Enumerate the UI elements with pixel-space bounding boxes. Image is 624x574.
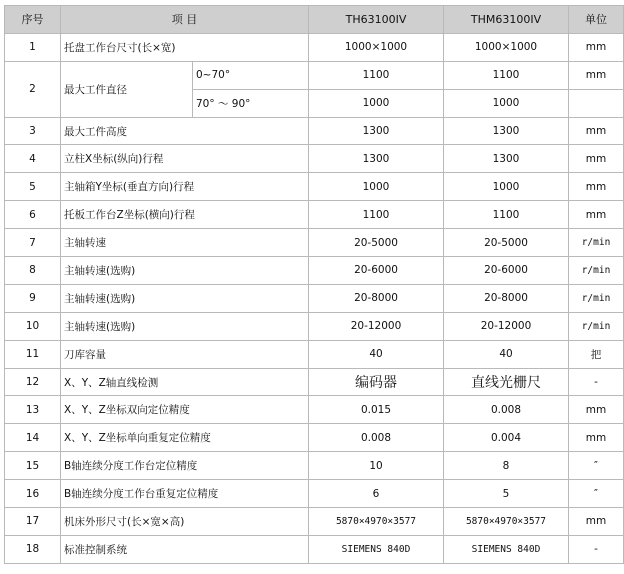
table-row <box>5 424 624 452</box>
row-value-model-1: 10 <box>309 452 444 480</box>
row-unit: mm <box>569 33 624 61</box>
table-row <box>5 201 624 229</box>
header-model-1: TH63100IV <box>309 6 444 34</box>
row-value-model-1: 40 <box>309 340 444 368</box>
row-item: X、Y、Z坐标单向重复定位精度 <box>61 424 309 452</box>
row-item: X、Y、Z轴直线检测 <box>61 368 309 396</box>
table-row <box>5 535 624 563</box>
header-row <box>5 6 624 34</box>
row-item: 主轴箱Y坐标(垂直方向)行程 <box>61 173 309 201</box>
spec-table <box>4 5 624 564</box>
row-item: 主轴转速(选购) <box>61 284 309 312</box>
table-row <box>5 368 624 396</box>
table-row <box>5 396 624 424</box>
table-row <box>5 145 624 173</box>
row-item: 托盘工作台尺寸(长×宽) <box>61 33 309 61</box>
row-item: 托板工作台Z坐标(横向)行程 <box>61 201 309 229</box>
row-value-model-1: 0.015 <box>309 396 444 424</box>
row-value-model-2: 1300 <box>444 117 569 145</box>
table-row <box>5 229 624 257</box>
row-value-model-1: 20-8000 <box>309 284 444 312</box>
row-value-model-2: 40 <box>444 340 569 368</box>
row-unit: mm <box>569 396 624 424</box>
row-value-model-1: 20-12000 <box>309 312 444 340</box>
row-no: 17 <box>5 508 61 536</box>
row-unit: mm <box>569 61 624 89</box>
row-unit: ″ <box>569 480 624 508</box>
row-no: 10 <box>5 312 61 340</box>
row-no: 12 <box>5 368 61 396</box>
row-value-model-2: 5870×4970×3577 <box>444 508 569 536</box>
row-value-model-1: 20-6000 <box>309 257 444 285</box>
table-row <box>5 312 624 340</box>
row-no: 2 <box>5 61 61 117</box>
row-item: 刀库容量 <box>61 340 309 368</box>
row-value-model-1: 20-5000 <box>309 229 444 257</box>
row-unit: - <box>569 535 624 563</box>
row-unit: mm <box>569 508 624 536</box>
row-item: 标准控制系统 <box>61 535 309 563</box>
row-value-model-1: 1300 <box>309 117 444 145</box>
spec-table-container <box>4 5 624 564</box>
row-value-model-2: 0.004 <box>444 424 569 452</box>
row-unit: r/min <box>569 284 624 312</box>
row-no: 9 <box>5 284 61 312</box>
row-item: B轴连续分度工作台定位精度 <box>61 452 309 480</box>
row-no: 13 <box>5 396 61 424</box>
header-model-2: THM63100IV <box>444 6 569 34</box>
row-value-model-2: SIEMENS 840D <box>444 535 569 563</box>
row-value-model-1: 编码器 <box>309 368 444 396</box>
header-item: 项 目 <box>61 6 309 34</box>
row-value-model-1: 1000 <box>309 173 444 201</box>
row-item: B轴连续分度工作台重复定位精度 <box>61 480 309 508</box>
row-item: 最大工件高度 <box>61 117 309 145</box>
row-unit: mm <box>569 173 624 201</box>
row-no: 18 <box>5 535 61 563</box>
row-value-model-2: 直线光栅尺 <box>444 368 569 396</box>
header-unit: 单位 <box>569 6 624 34</box>
row-no: 8 <box>5 257 61 285</box>
row-no: 15 <box>5 452 61 480</box>
row-no: 5 <box>5 173 61 201</box>
row-value-model-2: 20-8000 <box>444 284 569 312</box>
row-value-model-1: 1100 <box>309 201 444 229</box>
row-value-model-2: 20-5000 <box>444 229 569 257</box>
row-no: 7 <box>5 229 61 257</box>
row-unit: mm <box>569 424 624 452</box>
row-value-model-1: 6 <box>309 480 444 508</box>
row-unit: mm <box>569 201 624 229</box>
row-subitem: 0~70° <box>193 61 309 89</box>
row-no: 14 <box>5 424 61 452</box>
row-no: 11 <box>5 340 61 368</box>
row-no: 4 <box>5 145 61 173</box>
table-row <box>5 340 624 368</box>
row-item: 主轴转速(选购) <box>61 312 309 340</box>
table-row <box>5 257 624 285</box>
table-row <box>5 117 624 145</box>
row-value-model-1: 1100 <box>309 61 444 89</box>
row-unit: r/min <box>569 257 624 285</box>
table-row <box>5 452 624 480</box>
row-item: 最大工件直径 <box>61 61 193 117</box>
table-row <box>5 173 624 201</box>
row-unit: - <box>569 368 624 396</box>
row-no: 3 <box>5 117 61 145</box>
row-value-model-2: 1000 <box>444 173 569 201</box>
row-unit: r/min <box>569 229 624 257</box>
row-subitem: 70° ～ 90° <box>193 89 309 117</box>
row-no: 16 <box>5 480 61 508</box>
row-value-model-2: 0.008 <box>444 396 569 424</box>
table-row <box>5 33 624 61</box>
header-no: 序号 <box>5 6 61 34</box>
table-row <box>5 508 624 536</box>
row-value-model-2: 1300 <box>444 145 569 173</box>
row-value-model-2: 1100 <box>444 201 569 229</box>
row-value-model-1: 1000 <box>309 89 444 117</box>
row-value-model-1: 1000×1000 <box>309 33 444 61</box>
row-item: 主轴转速(选购) <box>61 257 309 285</box>
row-no: 6 <box>5 201 61 229</box>
table-row <box>5 284 624 312</box>
row-item: 立柱X坐标(纵向)行程 <box>61 145 309 173</box>
row-item: 机床外形尺寸(长×宽×高) <box>61 508 309 536</box>
table-row <box>5 61 624 89</box>
row-value-model-2: 1100 <box>444 61 569 89</box>
row-no: 1 <box>5 33 61 61</box>
row-unit: 把 <box>569 340 624 368</box>
row-value-model-2: 1000 <box>444 89 569 117</box>
row-value-model-1: 0.008 <box>309 424 444 452</box>
row-item: 主轴转速 <box>61 229 309 257</box>
row-unit: r/min <box>569 312 624 340</box>
table-row <box>5 480 624 508</box>
row-unit: mm <box>569 117 624 145</box>
row-value-model-1: 1300 <box>309 145 444 173</box>
row-value-model-2: 8 <box>444 452 569 480</box>
row-unit: ″ <box>569 452 624 480</box>
row-unit-empty <box>569 89 624 117</box>
row-unit: mm <box>569 145 624 173</box>
row-value-model-2: 1000×1000 <box>444 33 569 61</box>
row-value-model-2: 20-6000 <box>444 257 569 285</box>
row-item: X、Y、Z坐标双向定位精度 <box>61 396 309 424</box>
row-value-model-2: 20-12000 <box>444 312 569 340</box>
row-value-model-1: SIEMENS 840D <box>309 535 444 563</box>
row-value-model-2: 5 <box>444 480 569 508</box>
row-value-model-1: 5870×4970×3577 <box>309 508 444 536</box>
